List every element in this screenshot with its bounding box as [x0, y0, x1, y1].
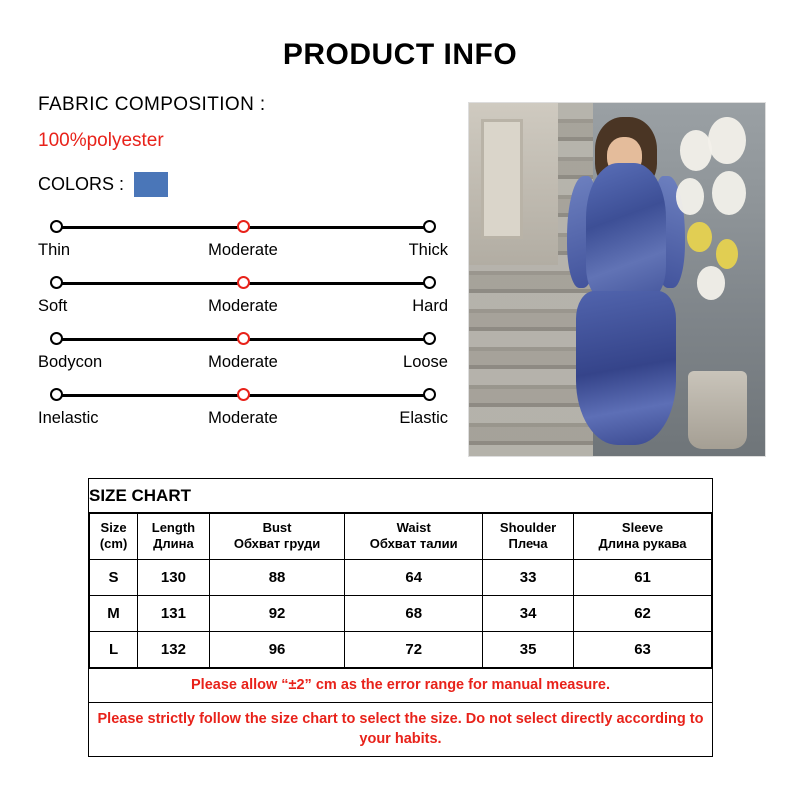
table-row — [90, 595, 712, 631]
column-header-waist: Waist Обхват талии — [345, 514, 483, 560]
column-header-size: Size (cm) — [90, 514, 138, 560]
scale-dot-middle[interactable] — [237, 388, 250, 401]
cell-length: 130 — [138, 559, 210, 595]
cell-bust: 88 — [209, 559, 345, 595]
photo-blossom — [680, 130, 712, 171]
scale-label-right: Hard — [412, 297, 448, 315]
scale-softness — [38, 275, 448, 331]
scale-dot-left[interactable] — [50, 332, 63, 345]
cell-waist: 68 — [345, 595, 483, 631]
photo-blossom — [712, 171, 746, 215]
photo-model — [567, 117, 685, 445]
scale-label-right: Elastic — [399, 409, 448, 427]
photo-wall — [469, 103, 558, 265]
scale-labels — [38, 297, 448, 316]
size-chart — [88, 478, 713, 757]
size-selection-note: Please strictly follow the size chart to select the size. Do not select directly according to your habits. — [97, 711, 704, 747]
cell-shoulder: 34 — [483, 595, 574, 631]
table-row — [90, 631, 712, 667]
cell-sleeve: 61 — [574, 559, 712, 595]
scale-elasticity — [38, 387, 448, 443]
top-section — [0, 94, 800, 464]
column-header-shoulder: Shoulder Плеча — [483, 514, 574, 560]
scale-dot-right[interactable] — [423, 332, 436, 345]
scale-fit — [38, 331, 448, 387]
size-chart-table — [89, 513, 712, 668]
scale-dot-right[interactable] — [423, 220, 436, 233]
scale-label-middle: Moderate — [208, 409, 278, 427]
cell-sleeve: 62 — [574, 595, 712, 631]
scale-labels — [38, 241, 448, 260]
color-swatch-blue[interactable] — [134, 172, 168, 197]
cell-waist: 72 — [345, 631, 483, 667]
product-photo — [468, 102, 766, 457]
cell-size: L — [90, 631, 138, 667]
scale-label-left: Soft — [38, 297, 68, 315]
cell-shoulder: 35 — [483, 631, 574, 667]
scale-dot-right[interactable] — [423, 388, 436, 401]
scale-thickness — [38, 219, 448, 275]
column-header-bust: Bust Обхват груди — [209, 514, 345, 560]
colors-row — [38, 172, 448, 197]
column-header-length: Length Длина — [138, 514, 210, 560]
fabric-composition-label: FABRIC COMPOSITION : — [38, 94, 266, 115]
colors-label: COLORS : — [38, 174, 125, 194]
photo-blossom-yellow — [687, 222, 712, 252]
photo-blossom — [697, 266, 725, 300]
scale-labels — [38, 353, 448, 372]
photo-blossom — [676, 178, 704, 215]
scale-label-middle: Moderate — [208, 353, 278, 371]
cell-sleeve: 63 — [574, 631, 712, 667]
scale-dot-left[interactable] — [50, 276, 63, 289]
cell-bust: 92 — [209, 595, 345, 631]
scale-label-right: Thick — [408, 241, 448, 259]
photo-dress-bodice — [586, 163, 667, 301]
cell-length: 131 — [138, 595, 210, 631]
scale-label-left: Thin — [38, 241, 71, 259]
scale-labels — [38, 409, 448, 428]
size-chart-title: SIZE CHART — [89, 479, 712, 513]
scale-dot-middle[interactable] — [237, 276, 250, 289]
scale-dot-left[interactable] — [50, 388, 63, 401]
scale-dot-right[interactable] — [423, 276, 436, 289]
photo-blossom-yellow — [716, 239, 739, 269]
photo-dress-skirt — [576, 291, 675, 445]
attribute-scales — [38, 219, 448, 443]
fabric-info-column — [38, 94, 448, 443]
cell-size: M — [90, 595, 138, 631]
cell-bust: 96 — [209, 631, 345, 667]
scale-label-middle: Moderate — [208, 241, 278, 259]
cell-shoulder: 33 — [483, 559, 574, 595]
cell-size: S — [90, 559, 138, 595]
photo-vase — [688, 371, 747, 449]
scale-label-left: Bodycon — [38, 353, 103, 371]
cell-length: 132 — [138, 631, 210, 667]
fabric-composition-value: 100%polyester — [38, 130, 164, 151]
column-header-sleeve: Sleeve Длина рукава — [574, 514, 712, 560]
measurement-tolerance-note: Please allow “±2” cm as the error range for manual measure. — [89, 668, 712, 704]
scale-dot-left[interactable] — [50, 220, 63, 233]
scale-label-left: Inelastic — [38, 409, 99, 427]
table-header-row — [90, 514, 712, 560]
cell-waist: 64 — [345, 559, 483, 595]
page-title: PRODUCT INFO — [282, 38, 518, 71]
photo-blossom — [708, 117, 746, 164]
scale-label-right: Loose — [403, 353, 448, 371]
scale-label-middle: Moderate — [208, 297, 278, 315]
scale-dot-middle[interactable] — [237, 220, 250, 233]
table-row — [90, 559, 712, 595]
scale-dot-middle[interactable] — [237, 332, 250, 345]
